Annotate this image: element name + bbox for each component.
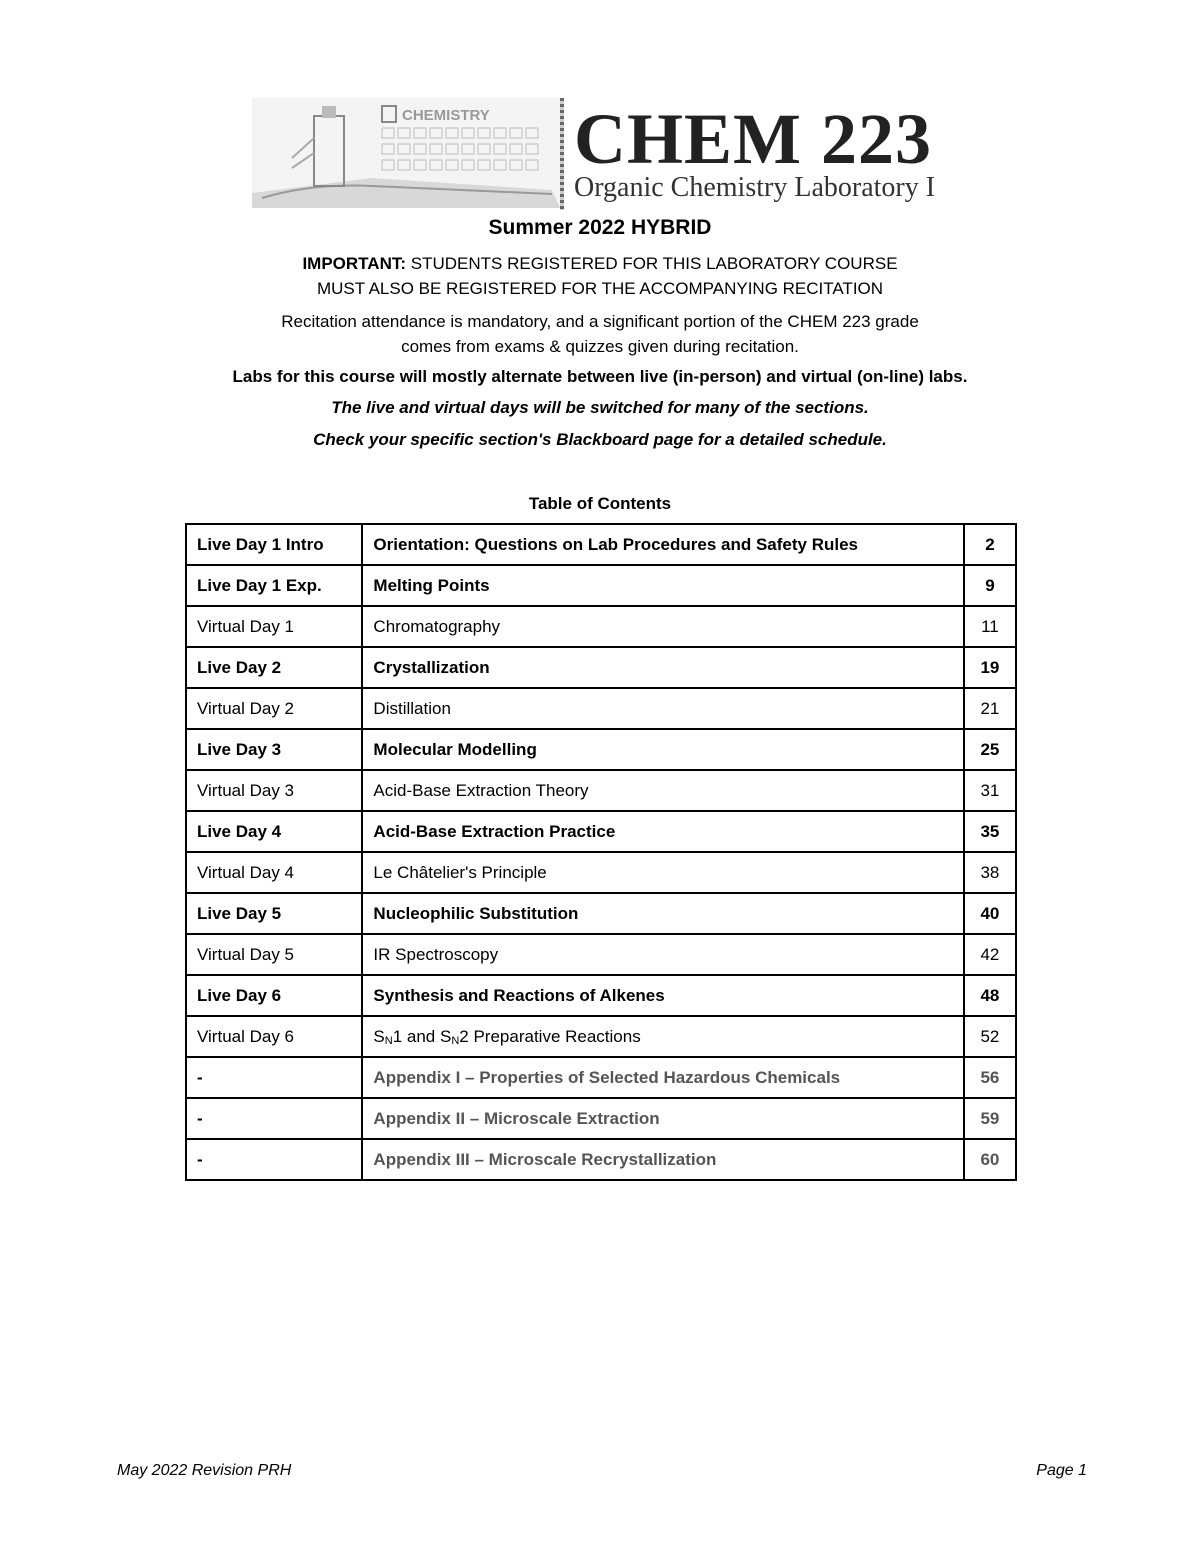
table-row — [186, 565, 1016, 606]
toc-day: Live Day 4 — [186, 811, 362, 852]
toc-day: - — [186, 1057, 362, 1098]
toc-day: Live Day 1 Intro — [186, 524, 362, 565]
toc-day: - — [186, 1098, 362, 1139]
banner-divider — [560, 98, 564, 210]
toc-day: Virtual Day 4 — [186, 852, 362, 893]
footer-revision: May 2022 Revision PRH — [117, 1462, 292, 1479]
labs-notice: Labs for this course will mostly alternate between live (in-person) and virtual (on-line) labs. — [232, 367, 968, 386]
toc-page: 21 — [964, 688, 1016, 729]
toc-page: 2 — [964, 524, 1016, 565]
toc-title: IR Spectroscopy — [362, 934, 963, 975]
toc-day: Virtual Day 5 — [186, 934, 362, 975]
recitation-line2: comes from exams & quizzes given during recitation. — [401, 337, 799, 356]
toc-page: 38 — [964, 852, 1016, 893]
toc-page: 31 — [964, 770, 1016, 811]
important-notice — [0, 251, 1200, 301]
table-row — [186, 1139, 1016, 1180]
toc-title: Acid-Base Extraction Theory — [362, 770, 963, 811]
toc-page: 35 — [964, 811, 1016, 852]
recitation-notice — [0, 309, 1200, 359]
toc-title: Nucleophilic Substitution — [362, 893, 963, 934]
toc-page: 48 — [964, 975, 1016, 1016]
lab-equipment-illustration — [252, 98, 560, 208]
table-row — [186, 729, 1016, 770]
toc-page: 19 — [964, 647, 1016, 688]
toc-title: Molecular Modelling — [362, 729, 963, 770]
toc-page: 11 — [964, 606, 1016, 647]
toc-page: 59 — [964, 1098, 1016, 1139]
important-label: IMPORTANT: — [302, 254, 407, 273]
course-name: Organic Chemistry Laboratory I — [574, 172, 936, 203]
toc-day: Live Day 2 — [186, 647, 362, 688]
toc-day: Virtual Day 1 — [186, 606, 362, 647]
toc-day: Virtual Day 6 — [186, 1016, 362, 1057]
sn-mid: 1 and S — [392, 1026, 452, 1046]
course-code: CHEM 223 — [574, 99, 932, 179]
table-row — [186, 524, 1016, 565]
table-row — [186, 934, 1016, 975]
table-row — [186, 606, 1016, 647]
sn-end: 2 Preparative Reactions — [459, 1026, 641, 1046]
toc-day: Live Day 6 — [186, 975, 362, 1016]
table-row — [186, 811, 1016, 852]
toc-title: Crystallization — [362, 647, 963, 688]
sn-subscript1: N — [384, 1034, 393, 1047]
blackboard-notice: Check your specific section's Blackboard page for a detailed schedule. — [313, 430, 887, 449]
table-row — [186, 852, 1016, 893]
toc-title: Appendix I – Properties of Selected Hazardous Chemicals — [362, 1057, 963, 1098]
toc-title: Chromatography — [362, 606, 963, 647]
important-line2: MUST ALSO BE REGISTERED FOR THE ACCOMPANYING RECITATION — [316, 279, 884, 298]
table-row — [186, 1016, 1016, 1057]
toc-day: Live Day 5 — [186, 893, 362, 934]
table-row — [186, 975, 1016, 1016]
banner-chemistry-word: CHEMISTRY — [402, 107, 490, 124]
toc-page: 56 — [964, 1057, 1016, 1098]
sn-subscript2: N — [451, 1034, 460, 1047]
toc-title: Acid-Base Extraction Practice — [362, 811, 963, 852]
footer-page-number: Page 1 — [1036, 1462, 1087, 1479]
toc-page: 42 — [964, 934, 1016, 975]
toc-title: Appendix II – Microscale Extraction — [362, 1098, 963, 1139]
toc-title: Orientation: Questions on Lab Procedures and Safety Rules — [362, 524, 963, 565]
toc-day: Virtual Day 3 — [186, 770, 362, 811]
recitation-line1: Recitation attendance is mandatory, and a significant portion of the CHEM 223 grade — [281, 312, 919, 331]
toc-title: Synthesis and Reactions of Alkenes — [362, 975, 963, 1016]
table-row — [186, 688, 1016, 729]
table-of-contents — [185, 523, 1017, 1181]
banner-title — [574, 98, 935, 210]
toc-day: - — [186, 1139, 362, 1180]
toc-title: Melting Points — [362, 565, 963, 606]
toc-page: 40 — [964, 893, 1016, 934]
table-row — [186, 1057, 1016, 1098]
table-row — [186, 647, 1016, 688]
banner-image — [252, 98, 560, 208]
header-banner — [252, 98, 972, 210]
term-title: Summer 2022 HYBRID — [488, 216, 712, 239]
toc-page: 25 — [964, 729, 1016, 770]
toc-title: Distillation — [362, 688, 963, 729]
switch-notice: The live and virtual days will be switched for many of the sections. — [331, 398, 869, 417]
important-line1: STUDENTS REGISTERED FOR THIS LABORATORY COURSE — [406, 254, 898, 273]
toc-day: Virtual Day 2 — [186, 688, 362, 729]
toc-title: Appendix III – Microscale Recrystallization — [362, 1139, 963, 1180]
toc-heading: Table of Contents — [528, 494, 672, 513]
toc-day: Live Day 1 Exp. — [186, 565, 362, 606]
toc-title: Le Châtelier's Principle — [362, 852, 963, 893]
table-row — [186, 770, 1016, 811]
toc-day: Live Day 3 — [186, 729, 362, 770]
sn-s1: S — [373, 1026, 385, 1046]
table-row — [186, 1098, 1016, 1139]
toc-title — [362, 1016, 963, 1057]
toc-page: 9 — [964, 565, 1016, 606]
table-row — [186, 893, 1016, 934]
toc-page: 52 — [964, 1016, 1016, 1057]
toc-page: 60 — [964, 1139, 1016, 1180]
